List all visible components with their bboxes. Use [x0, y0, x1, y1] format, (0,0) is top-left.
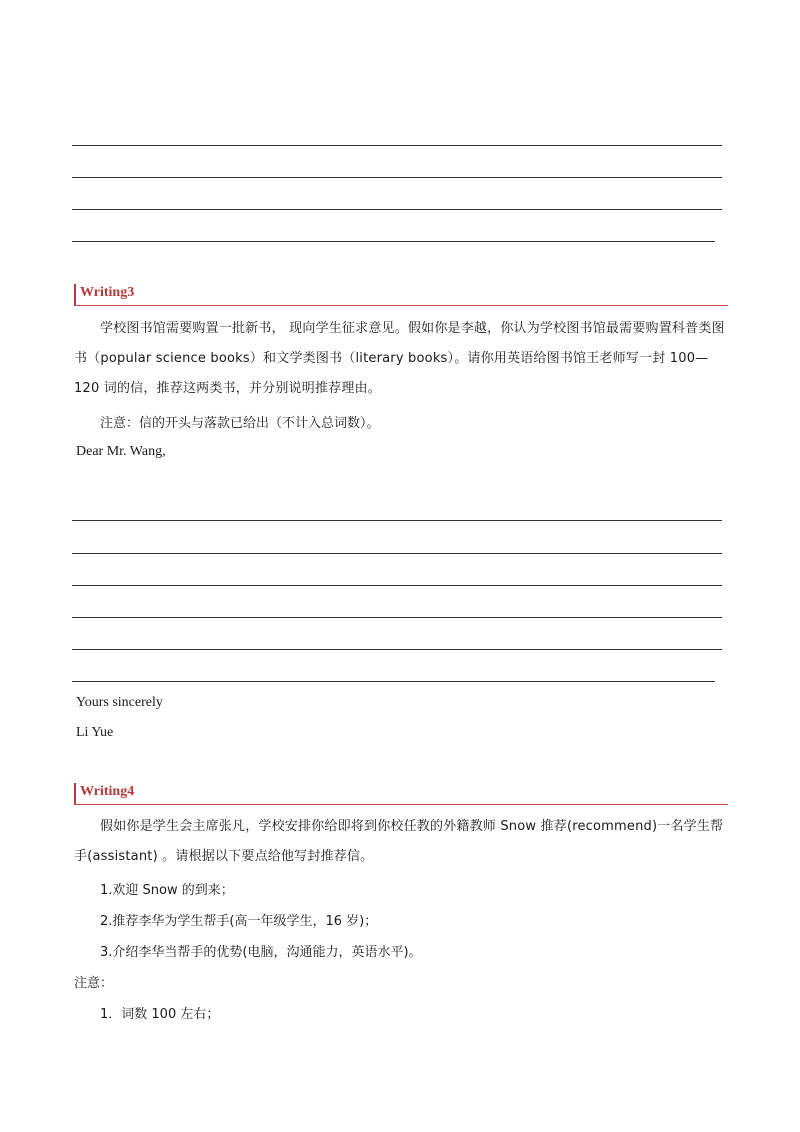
writing4-prompt: 假如你是学生会主席张凡，学校安排你给即将到你校任教的外籍教师 Snow 推荐(recommend)一名学生帮手(assistant) 。请根据以下要点给他写封推荐信。 — [74, 819, 724, 864]
writing4-point-1: 1.欢迎 Snow 的到来； — [100, 883, 234, 898]
writing-line[interactable] — [72, 681, 715, 682]
writing3-heading — [74, 284, 728, 306]
writing4-heading-text: Writing4 — [80, 784, 135, 799]
writing-line[interactable] — [72, 177, 722, 178]
writing4-point-3: 3.介绍李华当帮手的优势(电脑，沟通能力，英语水平)。 — [100, 945, 422, 960]
writing3-note: 注意：信的开头与落款已给出（不计入总词数）。 — [100, 416, 380, 431]
writing-line[interactable] — [72, 145, 722, 146]
writing4-heading — [74, 783, 728, 805]
letter-closing: Yours sincerely — [76, 695, 163, 710]
writing-line[interactable] — [72, 585, 722, 586]
letter-salutation: Dear Mr. Wang, — [76, 444, 166, 459]
letter-signature: Li Yue — [76, 725, 114, 740]
writing-line[interactable] — [72, 553, 722, 554]
writing3-prompt: 学校图书馆需要购置一批新书， 现向学生征求意见。假如你是李越，你认为学校图书馆最需要购置科普类图书（popular science books）和文学类图书（literary books）。请你用英语给图书馆王老师写一封 100—120 词的信，推荐这两类书，并分别说明推荐理由。 — [74, 321, 725, 396]
writing-line[interactable] — [72, 209, 722, 210]
writing-line[interactable] — [72, 241, 715, 242]
writing4-note-item-1: 1．词数 100 左右； — [100, 1007, 220, 1022]
writing3-heading-text: Writing3 — [80, 285, 135, 300]
writing-line[interactable] — [72, 520, 722, 521]
writing4-point-2: 2.推荐李华为学生帮手(高一年级学生，16 岁)； — [100, 914, 378, 929]
writing-line[interactable] — [72, 617, 722, 618]
writing-line[interactable] — [72, 649, 722, 650]
writing4-note-label: 注意： — [74, 976, 114, 991]
